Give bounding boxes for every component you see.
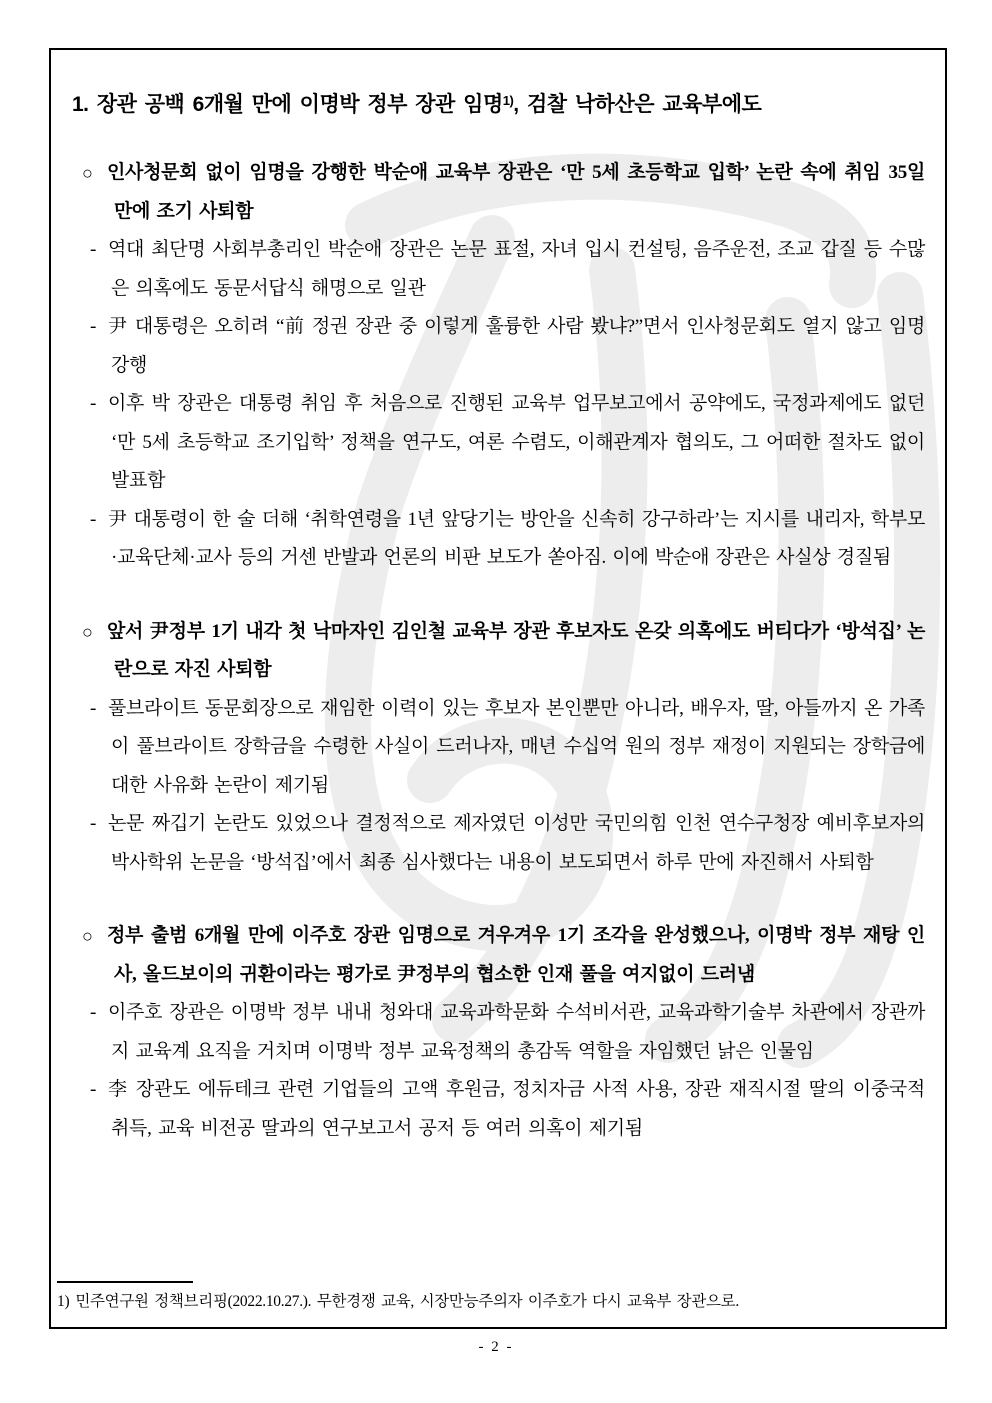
- sub-item: [71, 308, 925, 385]
- sub-item-text: 역대 최단명 사회부총리인 박순애 장관은 논문 표절, 자녀 입시 컨설팅, 음주운전, 조교 갑질 등 수많은 의혹에도 동문서답식 해명으로 일관: [108, 239, 925, 299]
- sub-item-text: 尹 대통령이 한 술 더해 ‘취학연령을 1년 앞당기는 방안을 신속히 강구하라’는 지시를 내리자, 학부모·교육단체·교사 등의 거센 반발과 언론의 비판 보도가 쏟아짐. 이에 박순애 장관은 사실상 경질됨: [108, 508, 925, 568]
- sub-item: [71, 994, 925, 1071]
- footnote-text: 민주연구원 정책브리핑(2022.10.27.). 무한경쟁 교육, 시장만능주의자 이주호가 다시 교육부 장관으로.: [75, 1293, 739, 1310]
- sub-item: [71, 231, 925, 308]
- dash-bullet-icon: -: [90, 813, 97, 834]
- circle-bullet-icon: ○: [82, 926, 93, 946]
- circle-bullet-icon: ○: [82, 163, 93, 183]
- sub-item: [71, 805, 925, 882]
- sub-item-text: 풀브라이트 동문회장으로 재임한 이력이 있는 후보자 본인뿐만 아니라, 배우자, 딸, 아들까지 온 가족이 풀브라이트 장학금을 수령한 사실이 드러나자, 매년 수십억 원의 정부 재정이 지원되는 장학금에 대한 사유화 논란이 제기됨: [108, 697, 925, 796]
- circle-bullet-icon: ○: [82, 621, 93, 642]
- sub-item: [71, 690, 925, 806]
- footnote-marker: 1): [57, 1293, 70, 1310]
- page-number: - 2 -: [478, 1339, 514, 1355]
- heading-text-before: 1. 장관 공백 6개월 만에 이명박 정부 장관 임명: [72, 93, 503, 116]
- bullet-paragraph: [71, 917, 925, 994]
- footnote-ref: 1): [502, 93, 514, 108]
- footnote: [57, 1291, 927, 1312]
- dash-bullet-icon: -: [90, 316, 97, 337]
- section-kim-incheol: [71, 613, 925, 883]
- dash-bullet-icon: -: [90, 508, 97, 530]
- sub-item-text: 尹 대통령은 오히려 “前 정권 장관 중 이렇게 훌륭한 사람 봤냐?”면서 인사청문회도 열지 않고 임명 강행: [108, 316, 925, 376]
- dash-bullet-icon: -: [90, 239, 97, 260]
- sub-item-text: 이주호 장관은 이명박 정부 내내 청와대 교육과학문화 수석비서관, 교육과학기술부 차관에서 장관까지 교육계 요직을 거치며 이명박 정부 교육정책의 총감독 역할을 자임했던 낡은 인물임: [108, 1002, 925, 1062]
- sub-item-text: 李 장관도 에듀테크 관련 기업들의 고액 후원금, 정치자금 사적 사용, 장관 재직시절 딸의 이중국적 취득, 교육 비전공 딸과의 연구보고서 공저 등 여러 의혹이 제기됨: [108, 1079, 925, 1139]
- dash-bullet-icon: -: [90, 1079, 97, 1100]
- sub-item: [71, 1071, 925, 1148]
- section-heading: [72, 88, 925, 118]
- bullet-lead-text: 앞서 尹정부 1기 내각 첫 낙마자인 김인철 교육부 장관 후보자도 온갖 의혹에도 버티다가 ‘방석집’ 논란으로 자진 사퇴함: [107, 620, 925, 680]
- heading-text-after: , 검찰 낙하산은 교육부에도: [513, 93, 762, 116]
- section-park-sunae: [71, 154, 925, 578]
- dash-bullet-icon: -: [90, 1002, 97, 1023]
- sub-item: [71, 385, 925, 501]
- sub-item: [71, 501, 925, 578]
- dash-bullet-icon: -: [90, 393, 97, 414]
- sub-item-text: 논문 짜깁기 논란도 있었으나 결정적으로 제자였던 이성만 국민의힘 인천 연수구청장 예비후보자의 박사학위 논문을 ‘방석집’에서 최종 심사했다는 내용이 보도되면서 하루 만에 자진해서 사퇴함: [108, 813, 925, 873]
- sub-item-text: 이후 박 장관은 대통령 취임 후 처음으로 진행된 교육부 업무보고에서 공약에도, 국정과제에도 없던 ‘만 5세 초등학교 조기입학’ 정책을 연구도, 여론 수렴도, 이해관계자 협의도, 그 어떠한 절차도 없이 발표함: [108, 393, 925, 491]
- bullet-paragraph: [71, 154, 925, 231]
- bullet-lead-text: 정부 출범 6개월 만에 이주호 장관 임명으로 겨우겨우 1기 조각을 완성했으나, 이명박 정부 재탕 인사, 올드보이의 귀환이라는 평가로 尹정부의 협소한 인재 풀을 여지없이 드러냄: [107, 925, 925, 985]
- bullet-paragraph: [71, 613, 925, 690]
- bullet-lead-text: 인사청문회 없이 임명을 강행한 박순애 교육부 장관은 ‘만 5세 초등학교 입학’ 논란 속에 취임 35일 만에 조기 사퇴함: [107, 162, 925, 222]
- content-border: [49, 48, 947, 1329]
- footnote-area: [57, 1281, 927, 1312]
- section-lee-juho: [71, 917, 925, 1148]
- dash-bullet-icon: -: [90, 697, 97, 719]
- footnote-separator-rule: [57, 1281, 193, 1283]
